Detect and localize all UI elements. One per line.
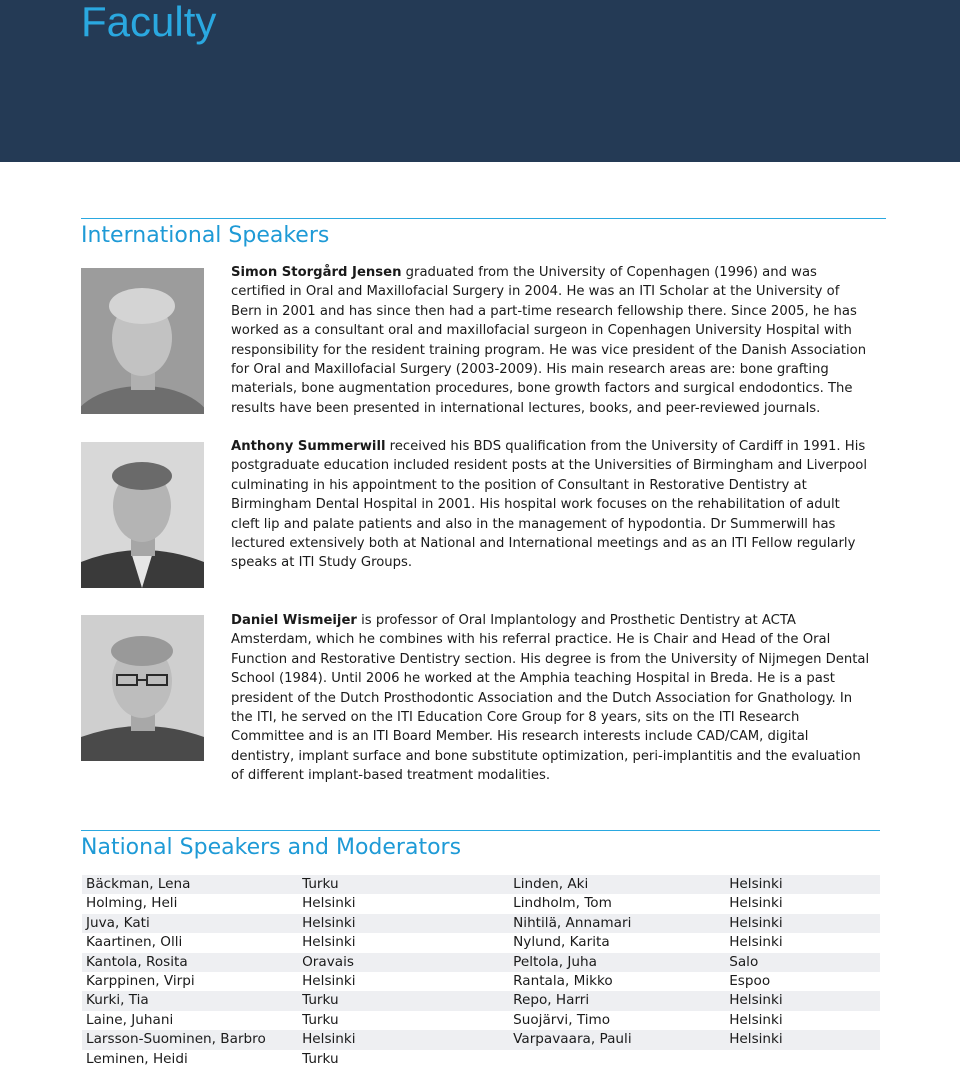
speaker-name-cell: Linden, Aki [509,875,725,894]
section-title-national: National Speakers and Moderators [81,835,462,860]
speaker-city-cell: Helsinki [729,1011,783,1028]
speaker-name-1: Simon Storgård Jensen [231,265,402,280]
table-row [82,991,880,1010]
speaker-name-cell: Laine, Juhani [86,1011,174,1028]
speaker-photo-2 [81,442,204,588]
table-row [82,914,880,933]
speaker-name-cell: Kantola, Rosita [82,953,298,972]
table-row [82,894,880,913]
speaker-name-cell: Larsson-Suominen, Barbro [82,1030,298,1049]
national-speakers-table [82,875,880,1069]
speaker-city-cell: Turku [298,875,509,894]
speaker-bio-text-3: is professor of Oral Implantology and Prosthetic Dentistry at ACTA Amsterdam, which he combines with his referral practice. He is Chair and Head of the Oral Function and Restorative Dentistry section. His degree is from the University of Nijmegen Dental School (1984). Until 2006 he worked at the Amphia teaching Hospital in Breda. He is a past president of the Dutch Prosthodontic Association and the Dutch Association for Gnathology. In the ITI, he served on the ITI Education Core Group for 8 years, sits on the ITI Research Committee and is an ITI Board Member. His research interests include CAD/CAM, digital dentistry, implant surface and bone substitute optimization, peri-implantitis and the evaluation of different implant-based treatment modalities. [231,613,870,784]
table-row [82,953,880,972]
table-row [82,1050,880,1069]
speaker-city-cell: Turku [298,991,509,1010]
speaker-name-cell: Varpavaara, Pauli [509,1030,725,1049]
speaker-city-cell: Helsinki [725,1030,880,1049]
speaker-city-cell: Espoo [729,973,771,990]
speaker-name-cell [509,1050,725,1069]
speaker-name-cell: Nihtilä, Annamari [509,914,725,933]
section-rule-international [81,218,886,219]
speaker-city-cell: Helsinki [302,895,356,912]
speaker-city-cell: Turku [302,1050,339,1067]
speaker-name-cell: Lindholm, Tom [513,895,612,912]
speaker-bio-2 [231,437,871,573]
speaker-city-cell: Helsinki [298,914,509,933]
section-rule-national [81,830,880,831]
table-row [82,1030,880,1049]
table-row [82,972,880,991]
speaker-name-cell: Peltola, Juha [509,953,725,972]
speaker-name-cell: Kaartinen, Olli [86,934,183,951]
speaker-city-cell: Oravais [298,953,509,972]
speaker-bio-text-2: received his BDS qualification from the University of Cardiff in 1991. His postgraduate education included resident posts at the Universities of Birmingham and Liverpool culminating in his appointment to the position of Consultant in Restorative Dentistry at Birmingham Dental Hospital in 2001. His hospital work focuses on the rehabilitation of adult cleft lip and palate patients and also in the management of hypodontia. Dr Summerwill has lectured extensively both at National and International meetings and as an ITI Fellow regularly speaks at ITI Study Groups. [231,439,868,571]
speaker-name-cell: Nylund, Karita [513,934,610,951]
speaker-bio-text-1: graduated from the University of Copenhagen (1996) and was certified in Oral and Maxillofacial Surgery in 2004. He was an ITI Scholar at the University of Bern in 2001 and has since then had a part-time research fellowship there. Since 2005, he has worked as a consultant oral and maxillofacial surgeon in Copenhagen University Hospital with responsibility for the resident training program. He was vice president of the Danish Association for Oral and Maxillofacial Surgery (2003-2009). His main research areas are: bone grafting materials, bone augmentation procedures, bone growth factors and surgical endodontics. The results have been presented in international lectures, books, and peer-reviewed journals. [231,265,867,416]
section-title-international: International Speakers [81,223,330,248]
speaker-city-cell: Helsinki [302,934,356,951]
table-row [82,875,880,894]
speaker-city-cell [725,1050,880,1069]
speaker-city-cell: Helsinki [729,895,783,912]
speaker-name-3: Daniel Wismeijer [231,613,357,628]
speaker-name-cell: Repo, Harri [509,991,725,1010]
speaker-city-cell: Helsinki [302,973,356,990]
speaker-city-cell: Turku [302,1011,339,1028]
speaker-name-cell: Leminen, Heidi [86,1050,188,1067]
speaker-city-cell: Salo [725,953,880,972]
speaker-bio-1 [231,263,871,418]
speaker-bio-3 [231,611,871,786]
speaker-name-2: Anthony Summerwill [231,439,386,454]
speaker-city-cell: Helsinki [725,991,880,1010]
speaker-name-cell: Holming, Heli [86,895,178,912]
speaker-name-cell: Karppinen, Virpi [86,973,195,990]
speaker-name-cell: Suojärvi, Timo [513,1011,611,1028]
speaker-city-cell: Helsinki [725,914,880,933]
table-row [82,933,880,952]
speaker-photo-1 [81,268,204,414]
speaker-city-cell: Helsinki [298,1030,509,1049]
speaker-name-cell: Rantala, Mikko [513,973,613,990]
speaker-name-cell: Kurki, Tia [82,991,298,1010]
speaker-city-cell: Helsinki [725,875,880,894]
speaker-name-cell: Juva, Kati [82,914,298,933]
page-title: Faculty [81,0,217,45]
speaker-name-cell: Bäckman, Lena [82,875,298,894]
speaker-photo-3 [81,615,204,761]
speaker-city-cell: Helsinki [729,934,783,951]
table-row [82,1011,880,1030]
